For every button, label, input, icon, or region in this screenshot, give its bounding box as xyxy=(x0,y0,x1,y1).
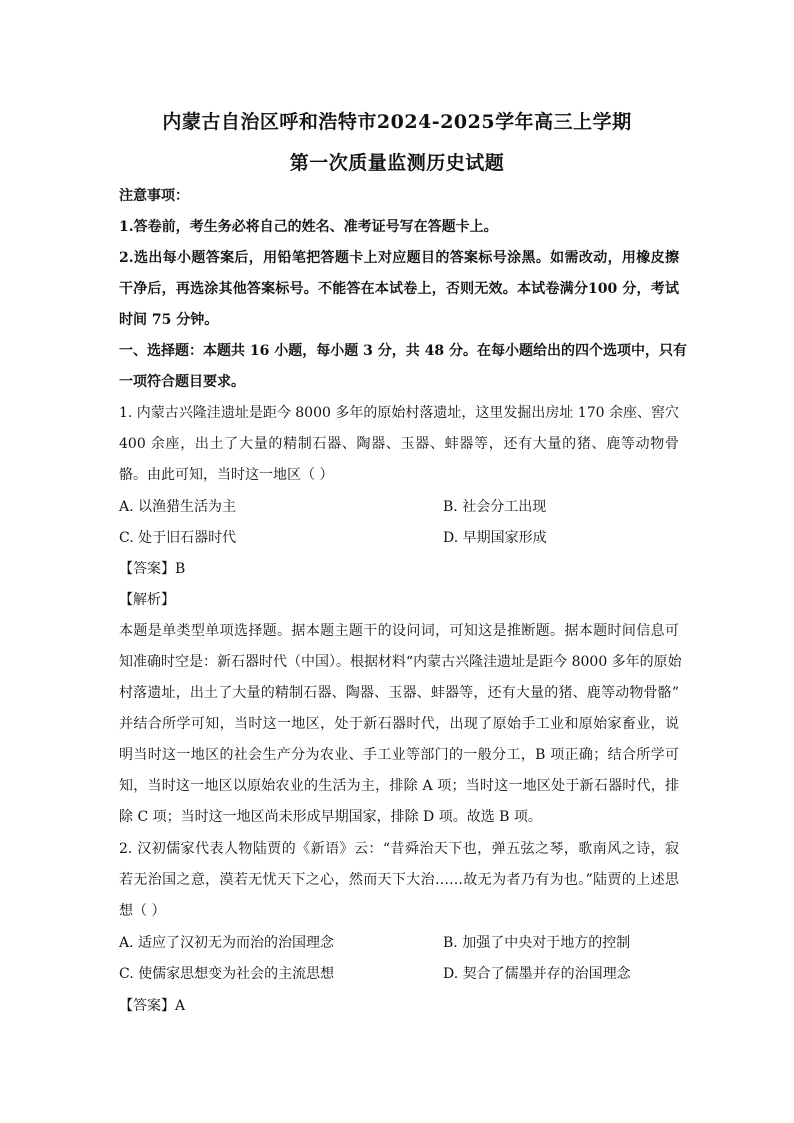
q1-option-c: C. 处于旧石器时代 xyxy=(119,530,237,546)
q1-stem-line-3: 骼。由此可知，当时这一地区（ ） xyxy=(119,467,334,483)
q2-stem-line-3: 想（ ） xyxy=(119,903,166,919)
q1-option-b: B. 社会分工出现 xyxy=(443,499,547,515)
title-line-1: 内蒙古自治区呼和浩特市2024-2025学年高三上学期 xyxy=(162,111,632,133)
q1-analysis-line-7: 除 C 项；当时这一地区尚未形成早期国家，排除 D 项。故选 B 项。 xyxy=(119,809,542,825)
q1-answer: 【答案】B xyxy=(119,561,186,577)
q2-stem-line-1: 2. 汉初儒家代表人物陆贾的《新语》云：“昔舜治天下也，弹五弦之琴，歌南风之诗，寂 xyxy=(119,841,679,857)
notice-item-1: 1.答卷前，考生务必将自己的姓名、准考证号写在答题卡上。 xyxy=(119,219,498,235)
q1-analysis-label: 【解析】 xyxy=(119,592,175,608)
q2-option-a: A. 适应了汉初无为而治的治国理念 xyxy=(119,935,335,951)
section-heading-line-2: 一项符合题目要求。 xyxy=(119,374,245,390)
notice-heading: 注意事项： xyxy=(119,188,189,204)
q2-option-c: C. 使儒家思想变为社会的主流思想 xyxy=(119,966,335,982)
notice-item-2-line-1: 2.选出每小题答案后，用铅笔把答题卡上对应题目的答案标号涂黑。如需改动，用橡皮擦 xyxy=(119,250,679,266)
q1-analysis-line-6: 知，当时这一地区以原始农业的生活为主，排除 A 项；当时这一地区处于新石器时代，排 xyxy=(119,778,679,794)
q1-analysis-line-5: 明当时这一地区的社会生产分为农业、手工业等部门的一般分工，B 项正确；结合所学可 xyxy=(119,747,679,763)
q2-option-d: D. 契合了儒墨并存的治国理念 xyxy=(443,966,631,982)
q1-stem-line-2: 400 余座，出土了大量的精制石器、陶器、玉器、蚌器等，还有大量的猪、鹿等动物骨 xyxy=(119,436,679,452)
q1-analysis-line-1: 本题是单类型单项选择题。据本题主题干的设问词，可知这是推断题。据本题时间信息可 xyxy=(119,623,679,639)
q2-option-b: B. 加强了中央对于地方的控制 xyxy=(443,935,631,951)
notice-item-2-line-2: 干净后，再选涂其他答案标号。不能答在本试卷上，否则无效。本试卷满分100 分，考试 xyxy=(119,281,679,297)
q1-stem-line-1: 1. 内蒙古兴隆洼遗址是距今 8000 多年的原始村落遗址，这里发掘出房址 170 余座、窖穴 xyxy=(119,405,679,421)
q2-stem-line-2: 若无治国之意，漠若无忧天下之心，然而天下大治……故无为者乃有为也。”陆贾的上述思 xyxy=(119,872,679,888)
notice-item-2-line-3: 时间 75 分钟。 xyxy=(119,312,219,328)
title-line-2: 第一次质量监测历史试题 xyxy=(289,152,505,174)
q1-option-a: A. 以渔猎生活为主 xyxy=(119,499,237,515)
q1-analysis-line-4: 并结合所学可知，当时这一地区，处于新石器时代，出现了原始手工业和原始家畜业，说 xyxy=(119,716,679,732)
q2-answer: 【答案】A xyxy=(119,998,186,1014)
q1-option-d: D. 早期国家形成 xyxy=(443,530,547,546)
q1-analysis-line-2: 知准确时空是：新石器时代（中国）。根据材料“内蒙古兴隆洼遗址是距今 8000 多年的原始 xyxy=(119,654,682,670)
q1-analysis-line-3: 村落遗址，出土了大量的精制石器、陶器、玉器、蚌器等，还有大量的猪、鹿等动物骨骼” xyxy=(119,685,679,701)
section-heading-line-1: 一、选择题：本题共 16 小题，每小题 3 分，共 48 分。在每小题给出的四个选项中，只有 xyxy=(119,343,687,359)
